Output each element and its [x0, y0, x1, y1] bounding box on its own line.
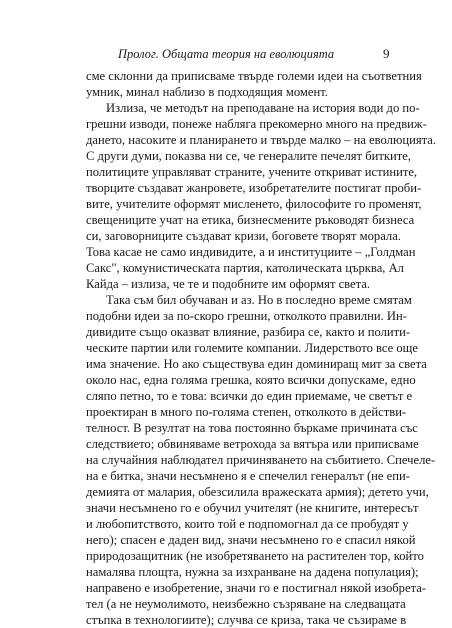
text-line: Така съм бил обучаван и аз. Но в последно време смятам: [106, 293, 412, 307]
text-line: проектиран в много по-голяма степен, отколкото в действи-: [86, 405, 407, 419]
text-line: умник, минал наблизо в подходящия момент.: [86, 85, 328, 99]
text-line: на е битка, значи несъмнено я е спечелил генералът (не епи-: [86, 469, 410, 483]
text-line: сляпо петно, то е това: всички до един приемаме, че светът е: [86, 389, 413, 403]
text-line: значи несъмнено го е обучил учителят (не книгите, интересът: [86, 501, 419, 515]
text-line: политиците управляват страните, учените откриват истините,: [86, 165, 418, 179]
text-line: тел (а не неумолимото, неизбежно съзряване на следващата: [86, 597, 406, 611]
text-line: грешни изводи, понеже набляга прекомерно много на предвиж-: [86, 117, 427, 131]
text-line: на случайния наблюдател причиняването на събитието. Спечеле-: [86, 453, 436, 467]
text-line: творците създават жанровете, изобретателите постигат проби-: [86, 181, 422, 195]
text-line: около нас, една голяма грешка, която всички допускаме, едно: [86, 373, 416, 387]
text-line: Сакс", комунистическата партия, католическата църква, Ал: [86, 261, 404, 275]
text-line: сме склонни да приписваме твърде големи идеи на съответния: [86, 69, 422, 83]
text-line: има значение. Но ако съществува един доминиращ мит за света: [86, 357, 427, 371]
text-line: дивидите също оказват влияние, разбира се, както и полити-: [86, 325, 411, 339]
text-line: вите, учителите оформят мисленето, философите го променят,: [86, 197, 422, 211]
text-line: намалява площта, нужна за изхранване на дадена популация);: [86, 565, 419, 579]
text-line: свещениците учат на етика, бизнесмените ръководят бизнеса: [86, 213, 415, 227]
text-line: телност. В резултат на това постоянно бъркаме причината със: [86, 421, 418, 435]
text-line: Излиза, че методът на преподаване на история води до по-: [106, 101, 420, 115]
text-line: Това касае не само индивидите, а и институциите – „Голдман: [86, 245, 416, 259]
page-number: 9: [383, 46, 390, 61]
text-line: природозащитник (не изобретяването на растителен тор, който: [86, 549, 424, 563]
text-line: си, заговорниците създават кризи, боговете творят морала.: [86, 229, 401, 243]
text-line: С други думи, показва ни се, че генералите печелят битките,: [86, 149, 411, 163]
text-line: него); спасен е даден вид, значи несъмнено го е спасил някой: [86, 533, 416, 547]
text-line: дането, насоките и планирането и твърде малко – на еволюцията.: [86, 133, 437, 147]
text-line: ческите партии или големите компании. Лидерството все още: [86, 341, 418, 355]
text-line: следствието; обвиняваме ветрохода за вятъра или приписваме: [86, 437, 419, 451]
running-head: Пролог. Общата теория на еволюцията: [118, 47, 335, 61]
text-line: демията от малария, обезсилила вражеската армия); детето учи,: [86, 485, 429, 499]
text-line: стъпка в технологиите); случва се криза, така че съзираме в: [86, 613, 407, 627]
text-line: Кайда – излиза, че те и подобните им оформят света.: [86, 277, 371, 291]
text-line: подобни идеи за по-скоро грешни, отколкото правилни. Ин-: [86, 309, 407, 323]
body-text: [86, 68, 437, 628]
text-line: направено е изобретение, значи го е постигнал някой изобрета-: [86, 581, 427, 595]
text-line: и любопитството, които той е подпомогнал да се пробудят у: [86, 517, 409, 531]
